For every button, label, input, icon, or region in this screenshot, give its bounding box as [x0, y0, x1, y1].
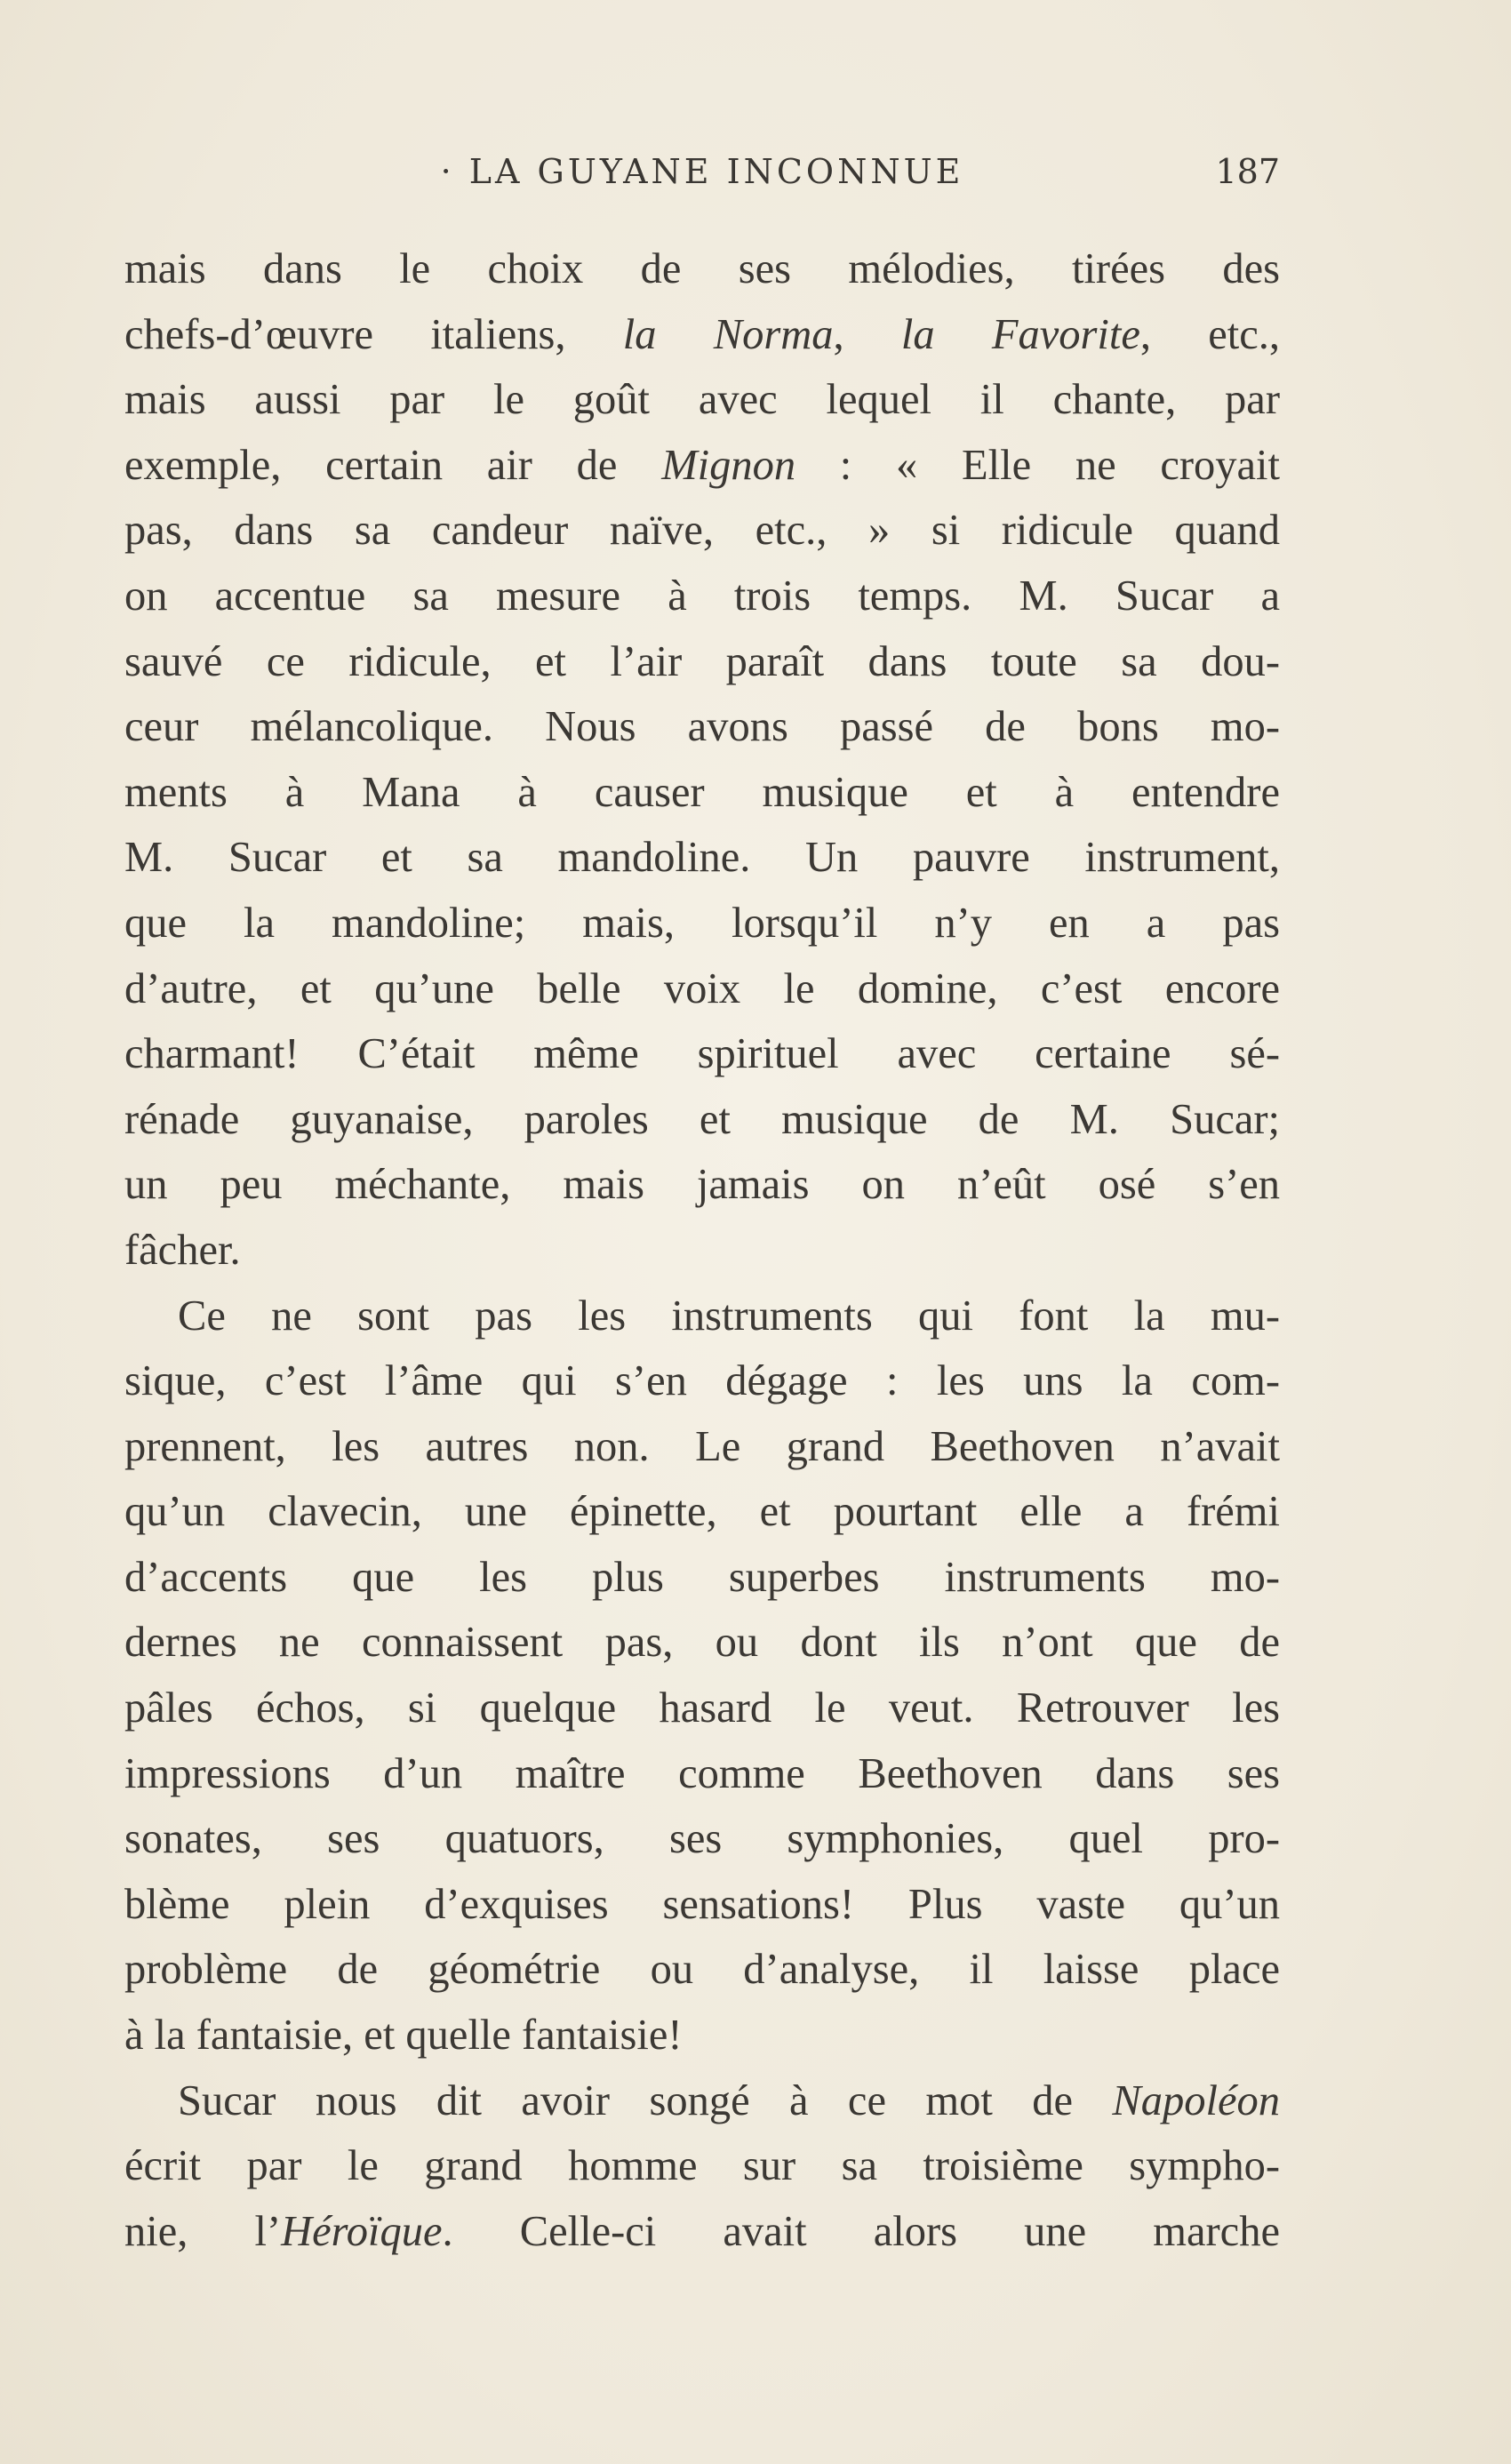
text-line — [124, 1348, 1280, 1414]
text-line — [124, 433, 1280, 499]
italic-text: Mignon — [661, 441, 796, 489]
text-line — [124, 1676, 1280, 1741]
text-line — [124, 1937, 1280, 2003]
text-run: d’autre, et qu’une belle voix le domine, c’est encore — [124, 964, 1280, 1012]
text-run: chefs-d’œuvre italiens, — [124, 310, 623, 358]
text-run: nie, l’ — [124, 2207, 282, 2255]
text-run: charmant! C’était même spirituel avec certaine sé- — [124, 1030, 1280, 1078]
text-run: : « Elle ne croyait — [795, 441, 1280, 489]
italic-text: la Norma — [622, 310, 834, 358]
text-run: rénade guyanaise, paroles et musique de M. Sucar; — [124, 1095, 1280, 1143]
text-run: on accentue sa mesure à trois temps. M. Sucar a — [124, 572, 1280, 620]
italic-text: Héroïque — [281, 2207, 443, 2255]
text-run: prennent, les autres non. Le grand Beethoven n’avait — [124, 1422, 1280, 1470]
text-run: mais dans le choix de ses mélodies, tirées des — [124, 245, 1280, 292]
text-line — [124, 564, 1280, 629]
text-run: . Celle-ci avait alors une marche — [442, 2207, 1280, 2255]
text-run: , etc., — [1139, 310, 1281, 358]
text-run: , — [833, 310, 901, 358]
text-line — [124, 760, 1280, 826]
text-line — [124, 1284, 1280, 1349]
text-line — [124, 956, 1280, 1022]
text-line — [124, 1872, 1280, 1938]
page-header — [124, 149, 1280, 194]
text-line — [124, 629, 1280, 695]
text-line — [124, 891, 1280, 956]
text-line — [124, 367, 1280, 433]
text-run: sauvé ce ridicule, et l’air paraît dans toute sa dou- — [124, 637, 1280, 685]
text-line — [124, 1152, 1280, 1218]
text-run: sonates, ses quatuors, ses symphonies, quel pro- — [124, 1815, 1280, 1863]
text-run: mais aussi par le goût avec lequel il chante, par — [124, 376, 1280, 424]
text-line — [124, 2133, 1280, 2199]
text-line — [124, 1741, 1280, 1807]
text-line — [124, 302, 1280, 368]
text-run: impressions d’un maître comme Beethoven dans ses — [124, 1749, 1280, 1797]
italic-text: Napoléon — [1112, 2076, 1280, 2124]
text-run: ceur mélancolique. Nous avons passé de bons mo- — [124, 703, 1280, 751]
text-run: d’accents que les plus superbes instruments mo- — [124, 1553, 1280, 1601]
text-line — [124, 2003, 1280, 2068]
text-run: sique, c’est l’âme qui s’en dégage : les uns la com- — [124, 1357, 1280, 1405]
text-run: problème de géométrie ou d’analyse, il laisse place — [124, 1946, 1280, 1994]
text-line — [124, 1545, 1280, 1611]
text-line — [124, 694, 1280, 760]
text-line — [124, 1021, 1280, 1087]
text-line — [124, 1414, 1280, 1480]
text-run: fâcher. — [124, 1226, 241, 1274]
text-run: que la mandoline; mais, lorsqu’il n’y en a pas — [124, 899, 1280, 947]
text-line — [124, 1218, 1280, 1284]
text-run: blème plein d’exquises sensations! Plus vaste qu’un — [124, 1880, 1280, 1928]
text-run: qu’un clavecin, une épinette, et pourtant elle a frémi — [124, 1488, 1280, 1536]
text-run: pas, dans sa candeur naïve, etc., » si ridicule quand — [124, 507, 1280, 555]
text-run: écrit par le grand homme sur sa troisième sympho- — [124, 2142, 1280, 2190]
text-line — [124, 2199, 1280, 2265]
text-line — [124, 825, 1280, 891]
running-title: · LA GUYANE INCONNUE — [440, 152, 964, 191]
text-line — [124, 1610, 1280, 1676]
text-line — [124, 1479, 1280, 1545]
text-line — [124, 498, 1280, 564]
text-run: à la fantaisie, et quelle fantaisie! — [124, 2012, 683, 2060]
text-run: Sucar nous dit avoir songé à ce mot de — [178, 2076, 1113, 2124]
body-text — [124, 236, 1280, 2264]
page-number: 187 — [1215, 152, 1280, 191]
text-run: Ce ne sont pas les instruments qui font la mu- — [178, 1292, 1280, 1340]
text-run: exemple, certain air de — [124, 441, 662, 489]
text-run: dernes ne connaissent pas, ou dont ils n’ont que de — [124, 1619, 1280, 1667]
text-line — [124, 236, 1280, 302]
text-line — [124, 1087, 1280, 1153]
text-run: un peu méchante, mais jamais on n’eût osé s’en — [124, 1161, 1280, 1209]
text-run: ments à Mana à causer musique et à entendre — [124, 768, 1280, 816]
italic-text: la Favorite — [900, 310, 1140, 358]
text-line — [124, 1806, 1280, 1872]
text-line — [124, 2068, 1280, 2134]
text-run: M. Sucar et sa mandoline. Un pauvre instrument, — [124, 834, 1280, 882]
text-run: pâles échos, si quelque hasard le veut. Retrouver les — [124, 1684, 1280, 1732]
